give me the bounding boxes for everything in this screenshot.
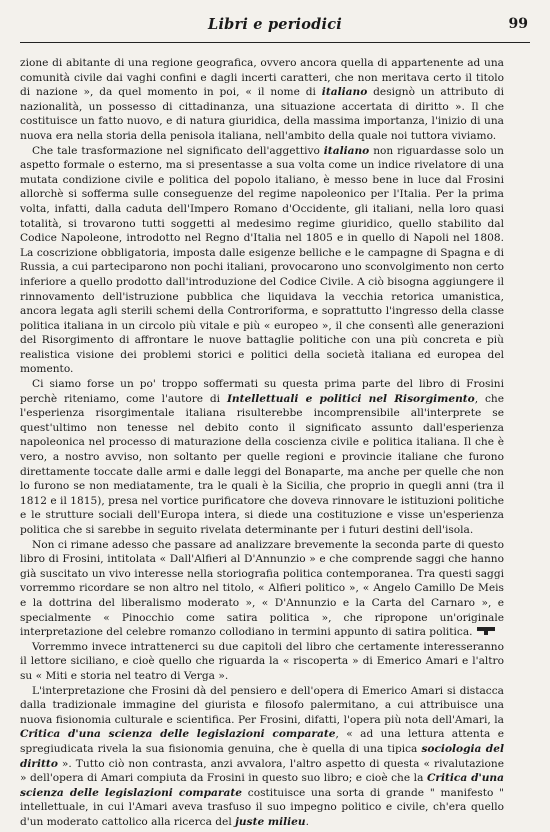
paragraph — [20, 684, 504, 830]
text-segment: Vorremmo invece intrattenerci su due capitoli del libro che certamente interesseranno il lettore siciliano, e cioè quello che riguarda la « riscoperta » di Emerico Amari e l'altro su « Miti e storia nel teatro di Verga ». — [20, 640, 504, 682]
italic-title-text: sociologia del diritto — [20, 742, 504, 770]
printer-mark-icon — [477, 625, 495, 635]
italic-title-text: italiano — [321, 86, 368, 99]
text-segment: ». Tutto ciò non contrasta, anzi avvalora, l'altro aspetto di questa « rivalutazione » dell'opera di Amari compiuta da Frosini in questo suo libro; e cioè che la — [20, 757, 504, 785]
running-title: Libri e periodici — [208, 16, 342, 33]
text-segment: zione di abitante di una regione geografica, ovvero ancora quella di appartenente ad una comunità civile dai vaghi confini e dagli incerti caratteri, che non meritava certo il titolo di nazione », da quel momento in poi, « il nome di — [20, 57, 504, 99]
text-segment: . — [305, 815, 309, 828]
page-header — [20, 12, 530, 43]
italic-title-text: Critica d'una scienza delle legislazioni comparate — [20, 772, 504, 799]
paragraph — [20, 144, 504, 378]
page-number: 99 — [508, 16, 528, 32]
text-segment: , « ad una lettura attenta e spregiudicata rivela la sua fisionomia genuina, che è quella di una tipica — [20, 728, 504, 755]
text-segment: Che tale trasformazione nel significato dell'aggettivo — [32, 144, 324, 157]
italic-title-text: italiano — [323, 144, 370, 157]
paragraph — [20, 377, 504, 538]
text-segment: Ci siamo forse un po' troppo soffermati su questa prima parte del libro di Frosini perchè riteniamo, come l'autore di — [20, 378, 504, 405]
paragraph — [20, 640, 504, 684]
text-segment: , che l'esperienza risorgimentale italiana risulterebbe incomprensibile all'interprete se quest'ultimo non tenesse nel debito conto il significato assunto dall'esperienza napoleonica nel processo di maturazione della coscienza civile e politica italiana. Il che è vero, a nostro avviso, non soltanto per quelle regioni e provincie italiane che furono direttamente toccate dalle armi e dalle leggi del Bonaparte, ma anche per quelle che non lo furono se non mediatamente, tra le quali è la Sicilia, che proprio in quegli anni (tra il 1812 e il 1815), presa nel vortice purificatore che doveva rinnovare le istituzioni politiche e le strutture sociali dell'Europa intera, si diede una costituzione e visse un'esperienza politica che si sarebbe in seguito rivelata determinante per i futuri destini dell'isola. — [20, 392, 505, 536]
body-text — [20, 56, 504, 829]
italic-title-text: Critica d'una scienza delle legislazioni comparate — [20, 728, 336, 741]
text-segment: costituisce una sorta di grande " manifesto " intellettuale, in cui l'Amari aveva trasfuso il suo impegno politico e civile, ch'era quello d'un moderato cattolico alla ricerca del — [20, 786, 504, 828]
text-segment: L'interpretazione che Frosini dà del pensiero e dell'opera di Emerico Amari si distacca dalla tradizionale immagine del giurista e filosofo palermitano, a cui attribuisce una nuova fisionomia culturale e scientifica. Per Frosini, difatti, l'opera più nota dell'Amari, la — [20, 684, 504, 726]
text-segment: Non ci rimane adesso che passare ad analizzare brevemente la seconda parte di questo libro di Frosini, intitolata « Dall'Alfieri al D'Annunzio » e che comprende saggi che hanno già suscitato un vivo interesse nella storiografia politica contemporanea. Tra questi saggi vorremmo ricordare se non altro nel titolo, « Alfieri politico », « Angelo Camillo De Meis e la dottrina del liberalismo moderato », « D'Annunzio e la Carta del Carnaro », e specialmente « Pinocchio come satira politica », che ripropone un'originale interpretazione del celebre romanzo collodiano in termini appunto di satira politica. — [20, 538, 504, 639]
paragraph — [20, 56, 504, 144]
text-segment: designò un attributo di nazionalità, un possesso di cittadinanza, una situazione accertata di diritto ». Il che costituisce un fatto nuovo, e di natura giuridica, della massima importanza, l'inizio di una nuova era nella storia della penisola italiana, nell'ambito della quale noi tuttora viviamo. — [20, 86, 504, 142]
text-segment: non riguardasse solo un aspetto formale o esterno, ma si presentasse a sua volta come un indice rivelatore di una mutata condizione civile e politica del popolo italiano, è messo bene in luce dal Frosini allorchè si sofferma sulle conseguenze del regime napoleonico per l'Italia. Per la prima volta, infatti, dalla caduta dell'Impero Romano d'Occidente, gli italiani, nella loro quasi totalità, si trovarono tutti soggetti al medesimo regime giuridico, quello stabilito dal Codice Napoleone, introdotto nel Regno d'Italia nel 1805 e in quello di Napoli nel 1808. La coscrizione obbligatoria, imposta dalle esigenze belliche e le campagne di Spagna e di Russia, a cui parteciparono non pochi italiani, provocarono uno sconvolgimento non certo inferiore a quello prodotto dall'introduzione del Codice Civile. A ciò bisogna aggiungere il rinnovamento dell'istruzione pubblica che liquidava la vecchia retorica umanistica, ancora legata agli sterili schemi della Controriforma, e soprattutto l'ingresso della classe politica italiana in un circolo più vitale e più « europeo », il che consentì alle generazioni del Risorgimento di affrontare le nuove battaglie politiche con una più concreta e più realistica visione dei problemi storici e politici della società italiana ed europea del momento. — [20, 144, 504, 376]
paragraph — [20, 538, 504, 640]
italic-title-text: juste milieu — [235, 815, 306, 828]
italic-title-text: Intellettuali e politici nel Risorgimento — [226, 392, 475, 405]
